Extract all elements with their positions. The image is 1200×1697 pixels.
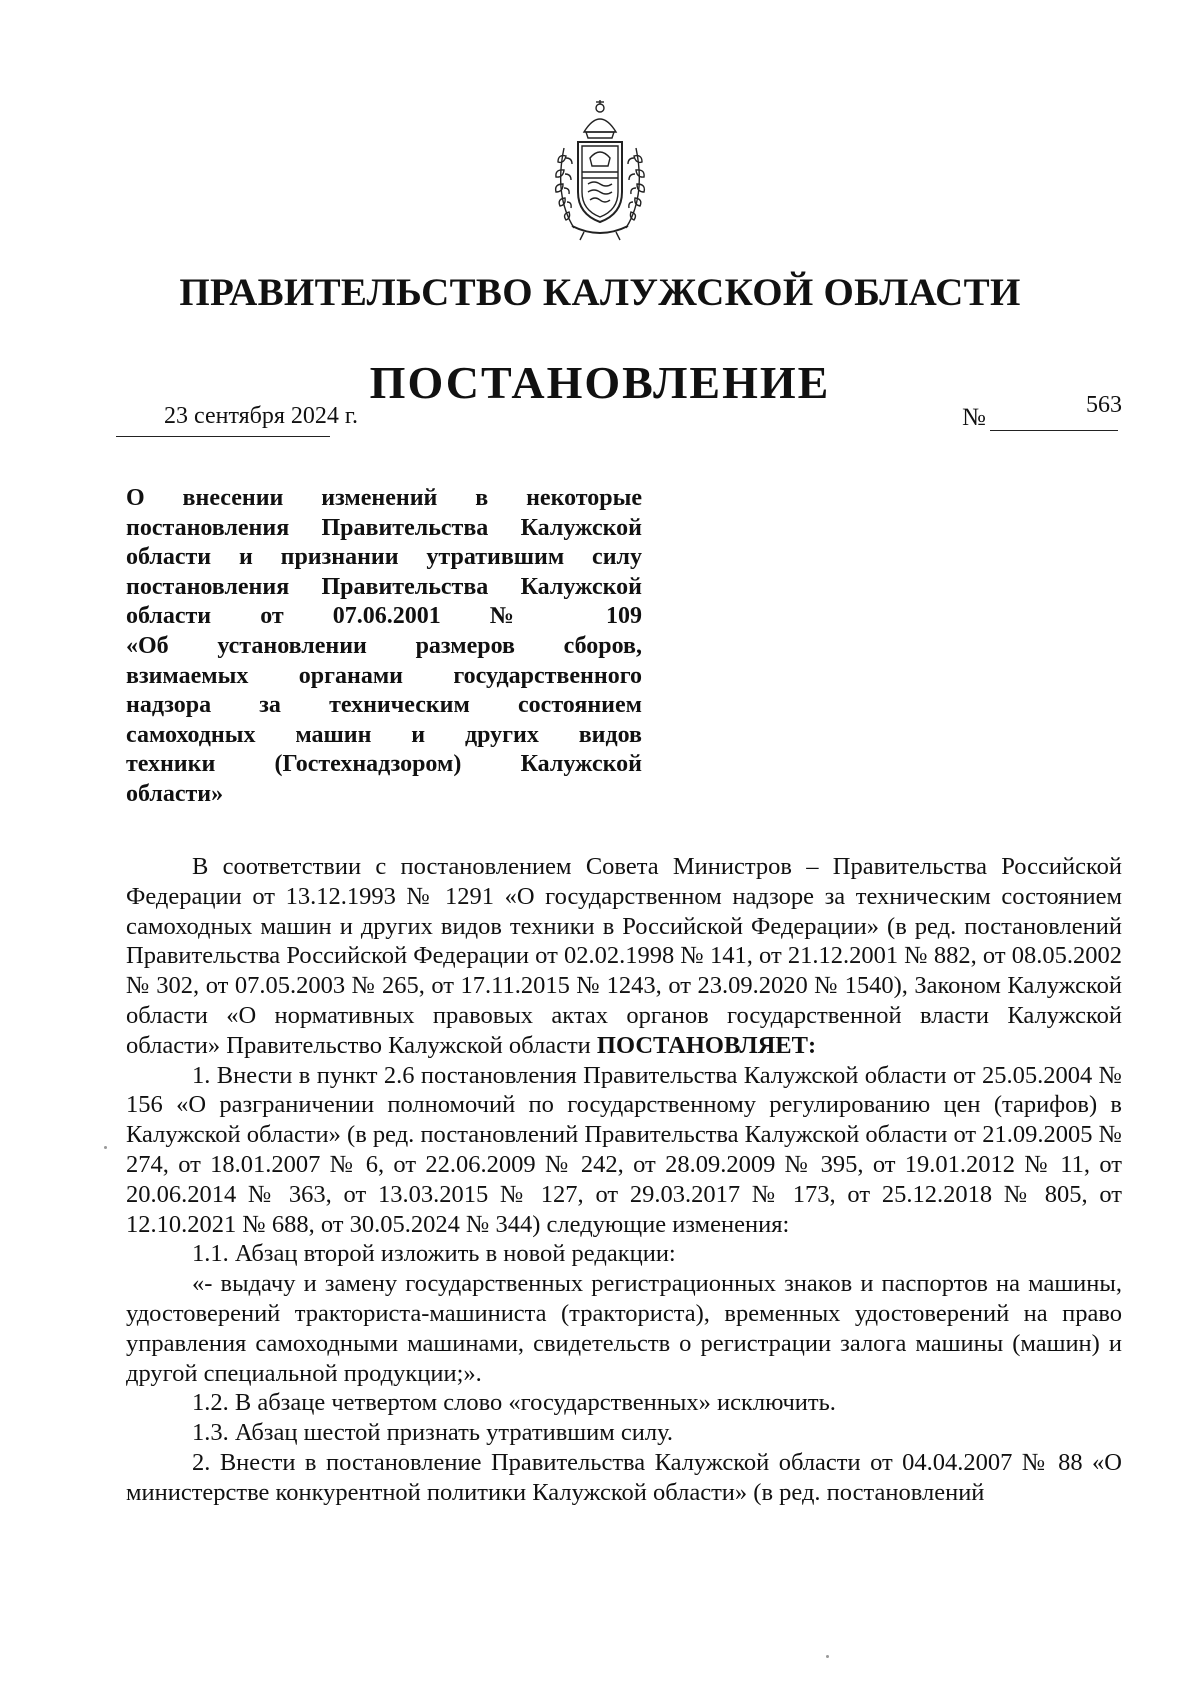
document-title [126, 484, 642, 810]
number-label: № [962, 404, 986, 431]
date-underline [116, 436, 330, 437]
item-1-1-quote: «- выдачу и замену государственных регистрационных знаков и паспортов на машины, удостоверений тракториста-машиниста (тракториста), временных удостоверений на право управления самоходными машинами, свидетельств о регистрации залога машины (машин) и другой специальной продукции;». [126, 1270, 1122, 1387]
decree-word: ПОСТАНОВЛЯЕТ: [596, 1031, 817, 1059]
item-1-2: 1.2. В абзаце четвертом слово «государственных» исключить. [192, 1389, 836, 1417]
item-1: 1. Внести в пункт 2.6 постановления Правительства Калужской области от 25.05.2004 № 156 «О разграничении полномочий по государственному регулированию цен (тарифов) в Калужской области» (в ред. постановлений Правительства Калужской области от 21.09.2005 № 274, от 18.01.2007 № 6, от 22.06.2009 № 242, от 28.09.2009 № 395, от 19.01.2012 № 11, от 20.06.2014 № 363, от 13.03.2015 № 127, от 29.03.2017 № 173, от 25.12.2018 № 805, от 12.10.2021 № 688, от 30.05.2024 № 344) следующие изменения: [126, 1061, 1122, 1238]
document-type: ПОСТАНОВЛЕНИЕ [369, 357, 831, 408]
title-line: О внесении изменений в некоторые [126, 485, 642, 511]
title-line: взимаемых органами государственного [126, 662, 642, 689]
title-line: области от 07.06.2001 № 109 [126, 603, 642, 630]
item-1-3: 1.3. Абзац шестой признать утратившим силу. [192, 1419, 674, 1447]
item-1-1: 1.1. Абзац второй изложить в новой редакции: [192, 1240, 676, 1268]
scan-speck [104, 1146, 107, 1149]
number-underline [990, 430, 1118, 431]
title-line: техники (Гостехнадзором) Калужской [126, 751, 642, 778]
item-2: 2. Внести в постановление Правительства Калужской области от 04.04.2007 № 88 «О министерстве конкурентной политики Калужской области» (в ред. постановлений [126, 1448, 1122, 1506]
document-date: 23 сентября 2024 г. [164, 403, 359, 429]
preamble-text: В соответствии с постановлением Совета Министров – Правительства Российской Федерации от 13.12.1993 № 1291 «О государственном надзоре за техническим состоянием самоходных машин и других видов техники в Российской Федерации» (в ред. постановлений Правительства Российской Федерации от 02.02.1998 № 141, от 21.12.2001 № 882, от 08.05.2002 № 302, от 07.05.2003 № 265, от 17.11.2015 № 1243, от 23.09.2020 № 1540), Законом Калужской области «О нормативных правовых актах органов государственной власти Калужской области» Правительство Калужской области [126, 853, 1122, 1059]
coat-of-arms-icon [544, 96, 656, 244]
title-line: области» [126, 780, 224, 807]
scan-speck [826, 1655, 829, 1658]
title-line: постановления Правительства Калужской [126, 573, 642, 600]
title-line: «Об установлении размеров сборов, [126, 632, 642, 659]
document-number: 563 [1086, 392, 1122, 418]
title-line: самоходных машин и других видов [126, 721, 642, 748]
title-line: постановления Правительства Калужской [126, 514, 642, 541]
preamble-paragraph [126, 852, 1122, 1061]
authority-name: ПРАВИТЕЛЬСТВО КАЛУЖСКОЙ ОБЛАСТИ [179, 271, 1021, 314]
title-line: надзора за техническим состоянием [126, 692, 642, 719]
document-body [126, 852, 1122, 1508]
title-line: области и признании утратившим силу [126, 544, 642, 571]
